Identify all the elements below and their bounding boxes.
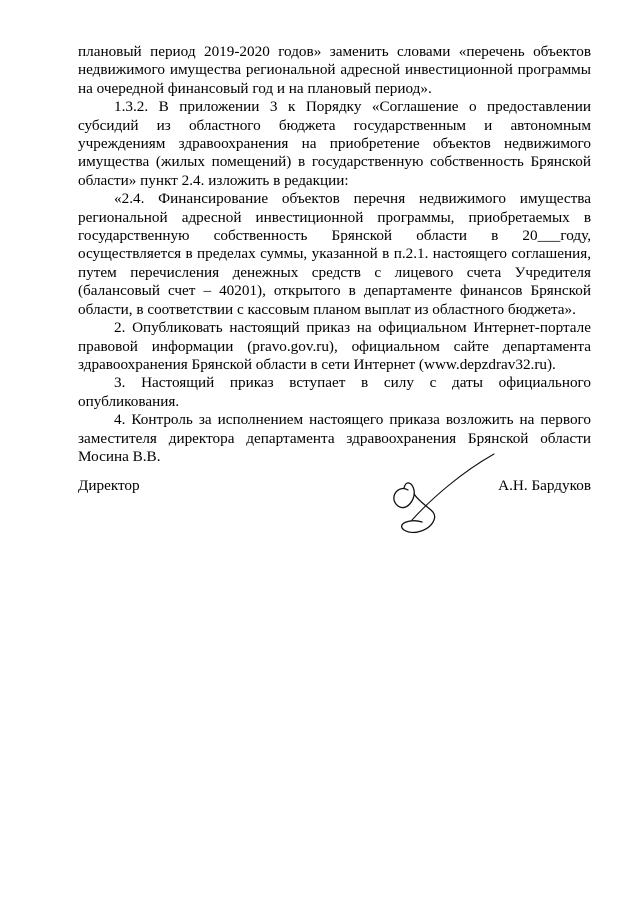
- paragraph-1-3-2: 1.3.2. В приложении 3 к Порядку «Соглашение о предоставлении субсидий из областного бюджета государственным и автономным учреждениям здравоохранения на приобретение объектов недвижимого имущества (жилых помещений) в государственную собственность Брянской области» пункт 2.4. изложить в редакции:: [78, 98, 591, 189]
- signature-block: [78, 477, 591, 501]
- signatory-title: Директор: [78, 477, 140, 494]
- paragraph-object-list-replacement: плановый период 2019-2020 годов» заменить словами «перечень объектов недвижимого имущества региональной адресной инвестиционной программы на очередной финансовый год и на плановый период».: [78, 43, 591, 97]
- paragraph-item-3-effective: 3. Настоящий приказ вступает в силу с даты официального опубликования.: [78, 374, 591, 410]
- handwritten-signature: [384, 450, 504, 545]
- paragraph-2-4-quote: «2.4. Финансирование объектов перечня недвижимого имущества региональной адресной инвестиционной программы, приобретаемых в государственную собственность Брянской области в 20___году, осуществляется в пределах суммы, указанной в п.2.1. настоящего соглашения, путем перечисления денежных средств с лицевого счета Учредителя (балансовый счет – 40201), открытого в департаменте финансов Брянской области, в соответствии с кассовым планом выплат из областного бюджета».: [78, 190, 591, 318]
- paragraph-item-2-publish: 2. Опубликовать настоящий приказ на официальном Интернет-портале правовой информации (pravo.gov.ru), официальном сайте департамента здравоохранения Брянской области в сети Интернет (www.depzdrav32.ru).: [78, 319, 591, 373]
- document-body: [78, 43, 591, 466]
- paragraph-item-4-control: 4. Контроль за исполнением настоящего приказа возложить на первого заместителя директора департамента здравоохранения Брянской области Мосина В.В.: [78, 411, 591, 465]
- signatory-name: А.Н. Бардуков: [498, 477, 591, 494]
